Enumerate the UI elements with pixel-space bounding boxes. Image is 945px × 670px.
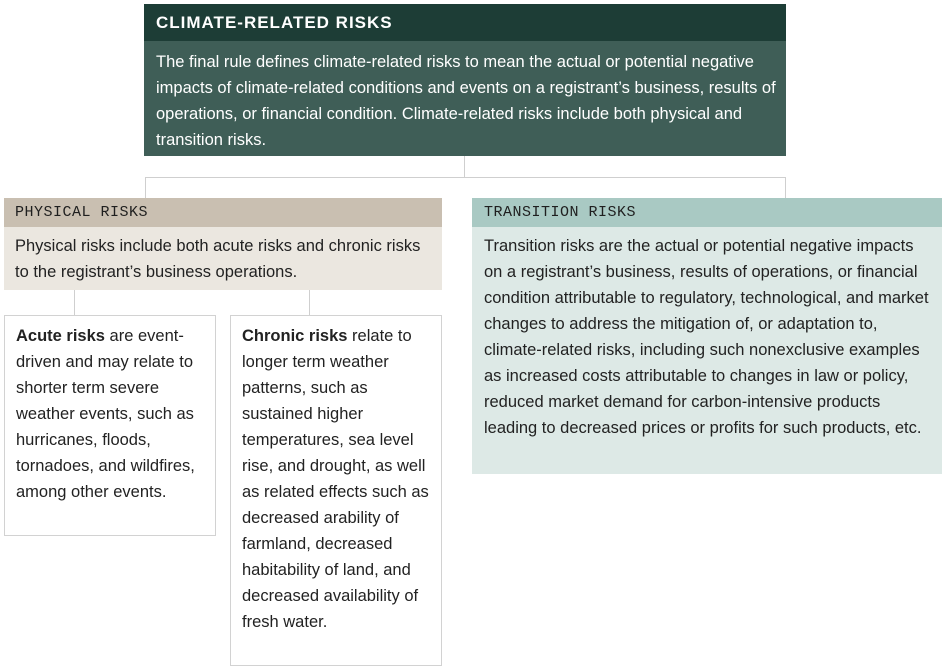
transition-risks-title: TRANSITION RISKS <box>472 198 942 227</box>
climate-risks-title: CLIMATE-RELATED RISKS <box>144 4 786 41</box>
climate-risks-description: The final rule defines climate-related risks to mean the actual or potential negative impacts of climate-related conditions and events on a registrant’s business, results of operations, or financial condition. Climate-related risks include both physical and transition risks. <box>144 41 786 156</box>
physical-risks-description: Physical risks include both acute risks and chronic risks to the registrant’s business operations. <box>4 227 442 290</box>
physical-risks-title: PHYSICAL RISKS <box>4 198 442 227</box>
connector-to-acute <box>74 290 75 315</box>
chronic-risks-card <box>230 315 442 666</box>
connector-to-chronic <box>309 290 310 315</box>
acute-risks-card <box>4 315 216 536</box>
chronic-risks-label: Chronic risks <box>242 327 348 345</box>
chronic-risks-description: relate to longer term weather patterns, such as sustained higher temperatures, sea level rise, and drought, as well as related effects such as decreased arability of farmland, decreased habitability of land, and decreased availability of fresh water. <box>242 327 429 631</box>
acute-risks-description: are event-driven and may relate to shorter term severe weather events, such as hurricanes, floods, tornadoes, and wildfires, among other events. <box>16 327 195 501</box>
connector-horizontal <box>145 177 786 178</box>
transition-risks-description: Transition risks are the actual or potential negative impacts on a registrant’s business, results of operations, or financial condition attributable to regulatory, technological, and market changes to address the mitigation of, or adaptation to, climate-related risks, including such nonexclusive examples as increased costs attributable to changes in law or policy, reduced market demand for carbon-intensive products leading to decreased prices or profits for such products, etc. <box>472 227 942 474</box>
connector-to-physical <box>145 177 146 198</box>
acute-risks-label: Acute risks <box>16 327 105 345</box>
connector-top-stem <box>464 156 465 178</box>
connector-to-transition <box>785 177 786 198</box>
